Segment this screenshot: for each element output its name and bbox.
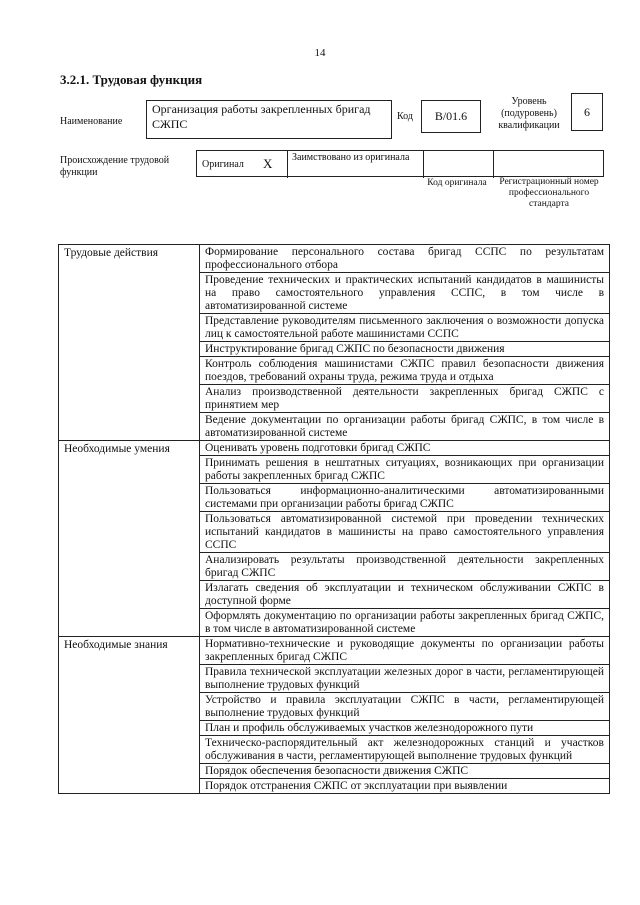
original-mark-cell <box>259 151 287 178</box>
page-number: 14 <box>314 47 326 59</box>
section-heading: Необходимые знания <box>59 637 200 794</box>
section-item: Инструктирование бригад СЖПС по безопасности движения <box>200 342 610 357</box>
section-item: Оценивать уровень подготовки бригад СЖПС <box>200 441 610 456</box>
section-item: Устройство и правила эксплуатации СЖПС в части, регламентирующей выполнение трудовых функций <box>200 693 610 721</box>
section-item: Принимать решения в нештатных ситуациях, возникающих при организации работы закрепленных бригад СЖПС <box>200 456 610 484</box>
table-row <box>59 245 610 273</box>
table-row <box>59 441 610 456</box>
name-label: Наименование <box>60 116 123 127</box>
reg-number-caption: Регистрационный номер профессионального стандарта <box>499 177 599 209</box>
section-title: 3.2.1. Трудовая функция <box>60 72 203 87</box>
section-item: Правила технической эксплуатации железных дорог в части, регламентирующей выполнение трудовых функций <box>200 665 610 693</box>
function-code-box: В/01.6 <box>421 100 481 133</box>
section-item: Нормативно-технические и руководящие документы по организации работы закрепленных бригад СЖПС <box>200 637 610 665</box>
section-item: Оформлять документацию по организации работы закрепленных бригад СЖПС, в том числе в автоматизированной системе <box>200 609 610 637</box>
section-item: Порядок обеспечения безопасности движения СЖПС <box>200 764 610 779</box>
table-row <box>59 637 610 665</box>
qualification-level-box: 6 <box>571 93 603 131</box>
original-label: Оригинал <box>202 159 244 170</box>
borrowed-label: Заимствовано из оригинала <box>292 152 410 163</box>
function-name-box: Организация работы закрепленных бригад СЖПС <box>146 100 392 139</box>
section-item: Ведение документации по организации работы бригад СЖПС, в том числе в автоматизированной системе <box>200 413 610 441</box>
section-item: Проведение технических и практических испытаний кандидатов в машинисты на право самостоятельного управления ССПС, в том числе в автоматизированной системе <box>200 273 610 314</box>
function-details-table <box>58 244 610 794</box>
origin-table <box>196 150 604 177</box>
section-item: Излагать сведения об эксплуатации и техническом обслуживании СЖПС в доступной форме <box>200 581 610 609</box>
original-mark: X <box>263 156 273 171</box>
section-item: Пользоваться автоматизированной системой при проведении технических испытаний кандидатов в машинисты на право самостоятельного управления ССПС <box>200 512 610 553</box>
section-item: Анализировать результаты производственной деятельности закрепленных бригад СЖПС <box>200 553 610 581</box>
origin-label: Происхождение трудовой функции <box>60 155 170 178</box>
section-item: Представление руководителям письменного заключения о возможности допуска лиц к самостоятельной работе машинистами ССПС <box>200 314 610 342</box>
section-heading: Необходимые умения <box>59 441 200 637</box>
original-cell <box>197 151 259 178</box>
section-item: Анализ производственной деятельности закрепленных бригад СЖПС с принятием мер <box>200 385 610 413</box>
original-code-cell <box>423 151 493 178</box>
level-label: Уровень (подуровень) квалификации <box>498 96 560 131</box>
section-heading: Трудовые действия <box>59 245 200 441</box>
section-item: Порядок отстранения СЖПС от эксплуатации при выявлении <box>200 779 610 794</box>
reg-number-cell <box>493 151 605 178</box>
section-item: Формирование персонального состава бригад ССПС по результатам профессионального отбора <box>200 245 610 273</box>
section-item: Техническо-распорядительный акт железнодорожных станций и участков обслуживания в части, регламентирующей выполнение трудовых функций <box>200 736 610 764</box>
code-original-caption: Код оригинала <box>427 178 487 188</box>
section-item: Пользоваться информационно-аналитическими автоматизированными системами при организации работы бригад СЖПС <box>200 484 610 512</box>
borrowed-cell <box>287 151 423 178</box>
section-item: Контроль соблюдения машинистами СЖПС правил безопасности движения поездов, требований охраны труда, режима труда и отдыха <box>200 357 610 385</box>
section-item: План и профиль обслуживаемых участков железнодорожного пути <box>200 721 610 736</box>
code-label: Код <box>397 111 413 122</box>
